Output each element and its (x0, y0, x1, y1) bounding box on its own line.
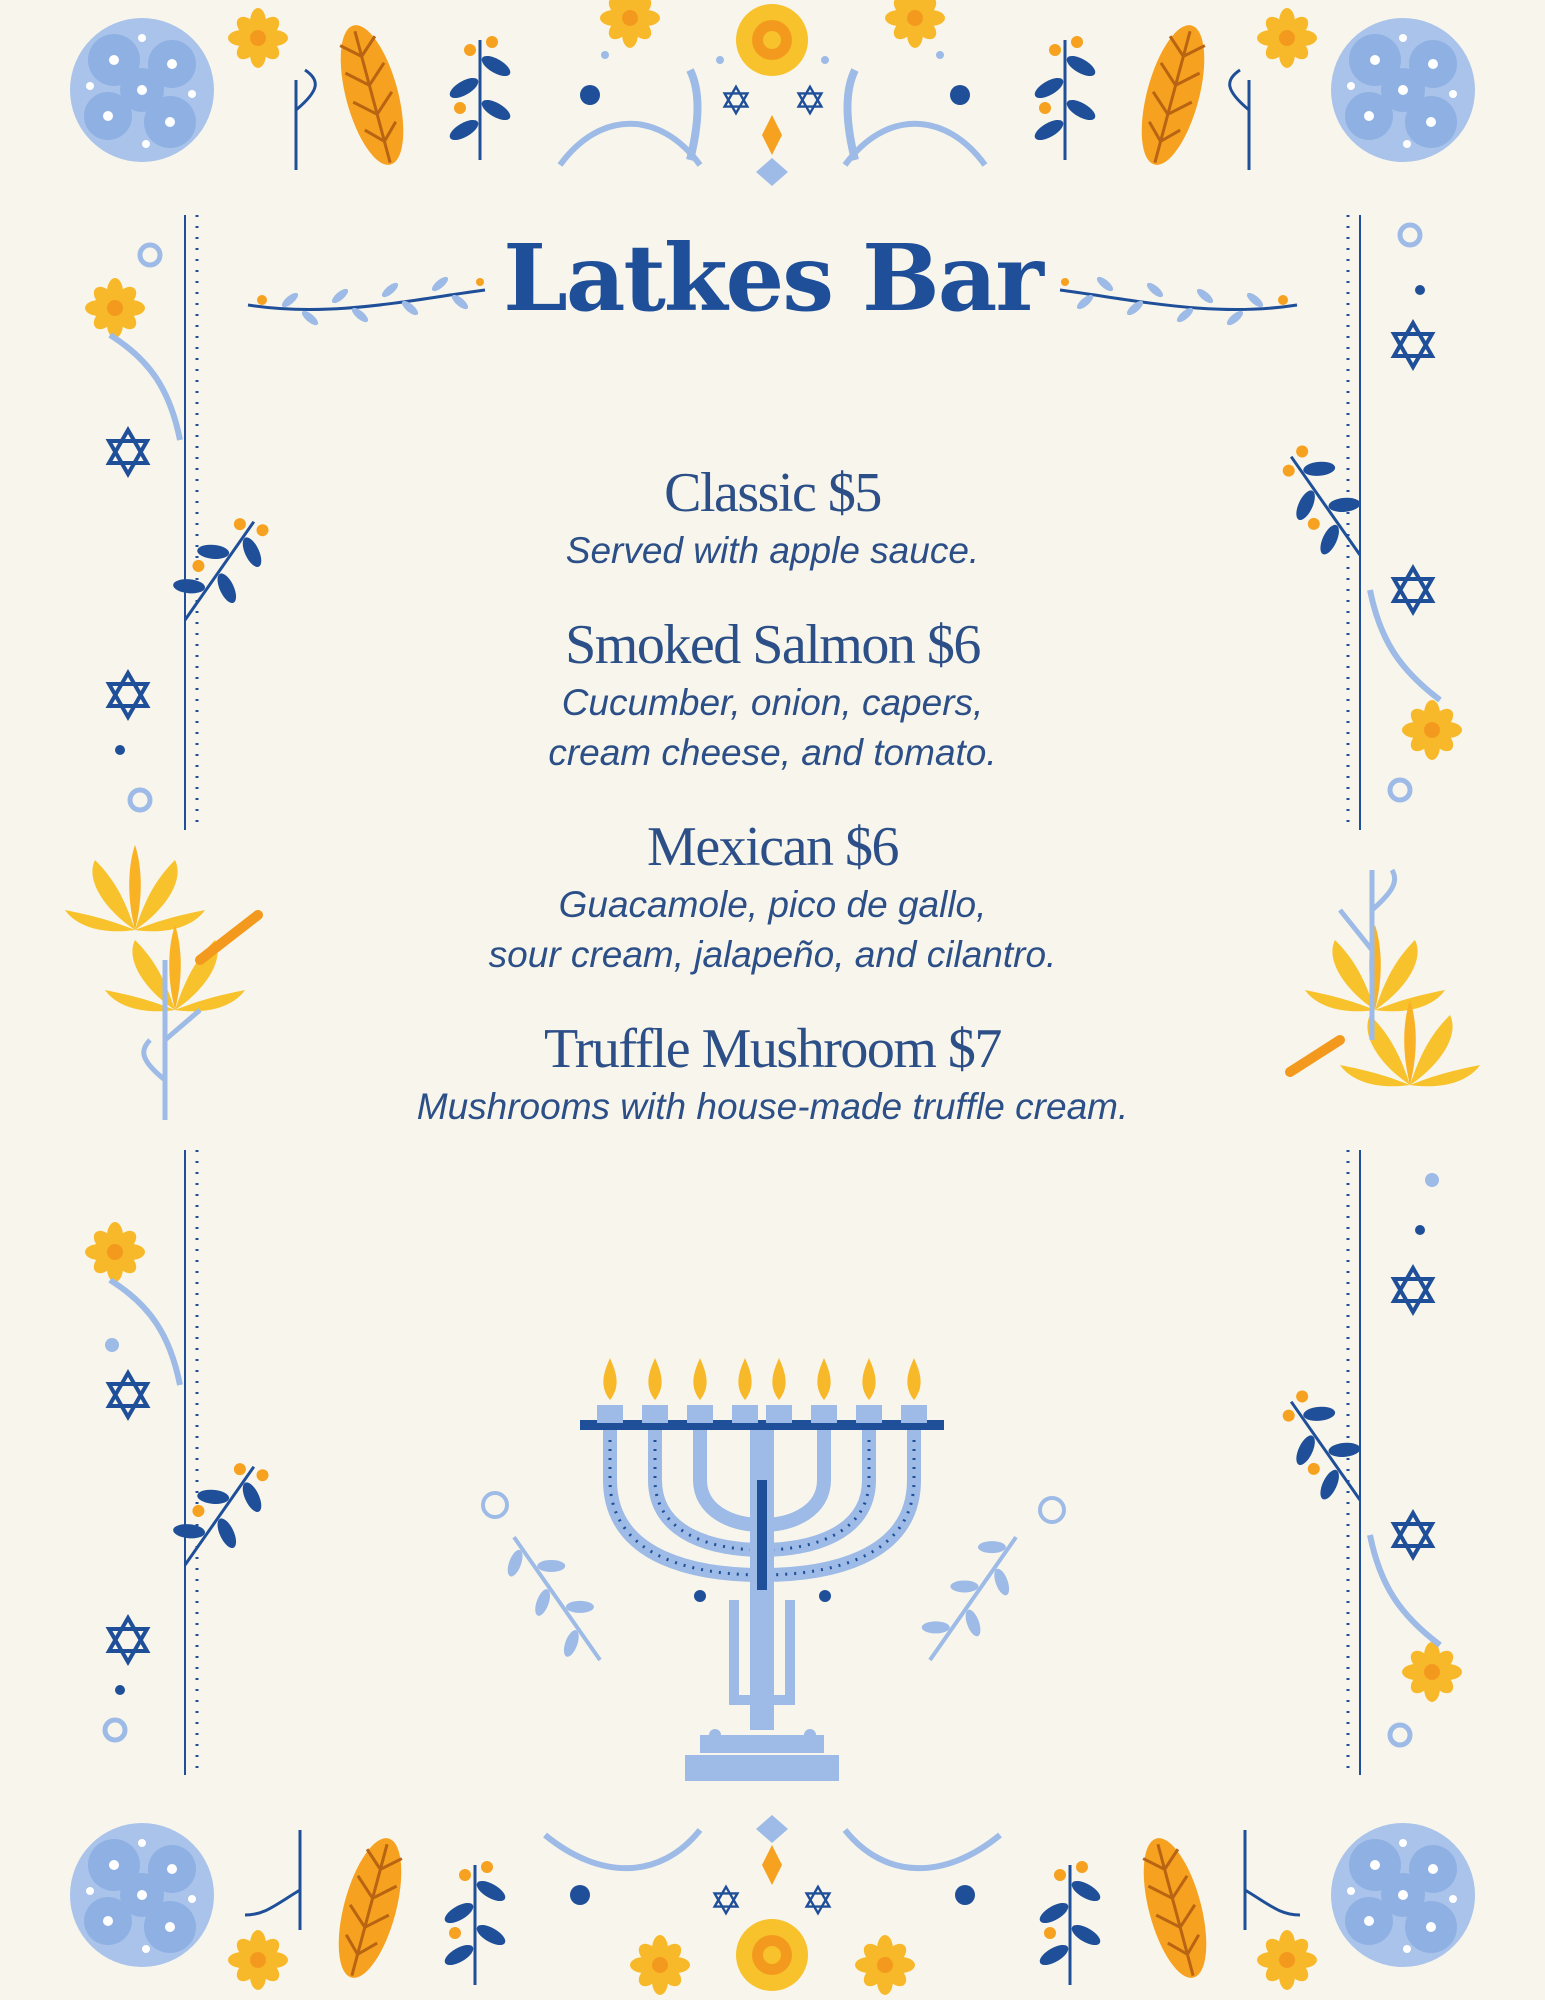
menu-item (330, 1016, 1215, 1132)
star-of-david-icon (109, 430, 147, 474)
menu-item-name: Classic $5 (664, 462, 881, 524)
menu-item (330, 612, 1215, 778)
top-border-decoration (70, 0, 1475, 186)
star-of-david-icon (109, 1373, 147, 1417)
leaf-icon (328, 19, 415, 172)
leaf-icon (326, 1832, 413, 1985)
sunflower-icon (1402, 1642, 1462, 1702)
star-of-david-icon (1394, 1268, 1432, 1312)
lily-icon (65, 845, 258, 1120)
sunflower-icon (228, 1930, 288, 1990)
leaf-icon (1129, 19, 1216, 172)
bottom-border-decoration (70, 1815, 1475, 1995)
sunflower-icon (855, 1935, 915, 1995)
leaf-sprig-icon (1262, 1379, 1388, 1519)
menu-item-description: Cucumber, onion, capers, cream cheese, and tomato. (548, 682, 997, 773)
star-of-david-icon (109, 1618, 147, 1662)
menu-item-name: Truffle Mushroom $7 (544, 1018, 1001, 1080)
leaf-sprig-icon (1032, 36, 1099, 160)
sunflower-icon (228, 8, 288, 68)
star-of-david-icon (109, 673, 147, 717)
menu-item (330, 460, 1215, 576)
leaf-sprig-icon (442, 1861, 509, 1985)
sunflower-icon (1257, 1930, 1317, 1990)
lily-icon (1290, 870, 1480, 1086)
menorah-icon (483, 1358, 1064, 1781)
menu-item-name: Mexican $6 (647, 816, 898, 878)
hydrangea-icon (1331, 1823, 1475, 1967)
star-of-david-icon (1394, 323, 1432, 367)
sunflower-icon (1257, 8, 1317, 68)
menu-item-description: Mushrooms with house-made truffle cream. (416, 1086, 1129, 1127)
leaf-sprig-icon (158, 499, 284, 639)
leaf-sprig-icon (158, 1444, 284, 1584)
hydrangea-icon (70, 18, 214, 162)
menu-item-name: Smoked Salmon $6 (565, 614, 980, 676)
hydrangea-icon (70, 1823, 214, 1967)
menu-item-description: Guacamole, pico de gallo, sour cream, jalapeño, and cilantro. (488, 884, 1057, 975)
sunflower-icon (885, 0, 945, 48)
flame-icon (603, 1358, 920, 1400)
page-title: Latkes Bar (503, 224, 1042, 332)
star-of-david-icon (1394, 1513, 1432, 1557)
menu-item-description: Served with apple sauce. (565, 530, 980, 571)
sunflower-icon (736, 1919, 808, 1991)
sunflower-icon (736, 4, 808, 76)
star-of-david-icon (1394, 568, 1432, 612)
sunflower-icon (600, 0, 660, 48)
leaf-sprig-icon (1262, 434, 1388, 574)
menu-list (330, 460, 1215, 1168)
leaf-icon (1131, 1832, 1218, 1985)
leaf-sprig-icon (1037, 1861, 1104, 1985)
hydrangea-icon (1331, 18, 1475, 162)
menu-item (330, 814, 1215, 980)
sunflower-icon (630, 1935, 690, 1995)
leaf-sprig-icon (447, 36, 514, 160)
sunflower-icon (1402, 700, 1462, 760)
sunflower-icon (85, 1222, 145, 1282)
